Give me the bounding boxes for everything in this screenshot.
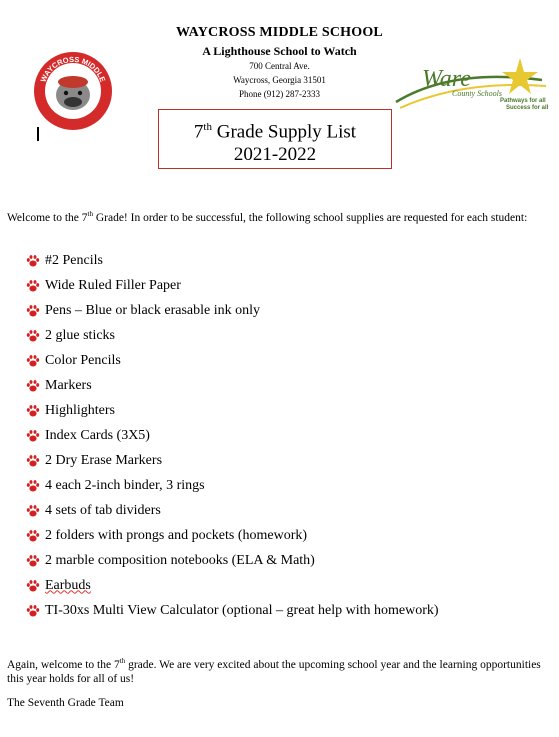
closing-paragraph <box>7 654 552 686</box>
address-line-2: Waycross, Georgia 31501 <box>233 75 326 85</box>
supply-item-label: TI-30xs Multi View Calculator (optional – great help with homework) <box>45 602 439 618</box>
paw-print-icon <box>26 279 40 293</box>
logo-brand: Ware <box>422 66 471 92</box>
supply-item-label: #2 Pencils <box>45 252 103 268</box>
phone-line: Phone (912) 287-2333 <box>239 89 320 99</box>
supply-item <box>0 523 439 548</box>
supply-item-label: 2 glue sticks <box>45 327 115 343</box>
paw-print-icon <box>26 529 40 543</box>
supply-item <box>0 323 439 348</box>
supply-item-label: 2 Dry Erase Markers <box>45 452 163 468</box>
supply-item <box>0 448 439 473</box>
title-text: Grade Supply List <box>211 121 357 143</box>
supply-item-label: Earbuds <box>45 577 91 593</box>
paw-print-icon <box>26 329 40 343</box>
paw-print-icon <box>26 429 40 443</box>
supply-item-label: 4 each 2-inch binder, 3 rings <box>45 477 205 493</box>
paw-print-icon <box>26 554 40 568</box>
supply-item <box>0 498 439 523</box>
paw-print-icon <box>26 304 40 318</box>
supply-item-label: 2 folders with prongs and pockets (homework) <box>45 527 308 543</box>
supply-item <box>0 298 439 323</box>
paw-print-icon <box>26 354 40 368</box>
supply-item <box>0 273 439 298</box>
supply-item-label: 4 sets of tab dividers <box>45 502 161 518</box>
paw-print-icon <box>26 454 40 468</box>
logo-sub: County Schools <box>452 89 502 98</box>
supply-item <box>0 573 439 598</box>
supply-item <box>0 548 439 573</box>
ware-county-logo <box>392 50 552 116</box>
closing-part-2: grade. We are very excited about the upcoming school year and the learning opportunities this year holds for all of us! <box>7 658 541 685</box>
supply-item <box>0 423 439 448</box>
logo-slogan-2: Success for all <box>506 105 549 111</box>
bulldog-logo <box>32 50 114 132</box>
logo-slogan-1: Pathways for all <box>500 98 546 104</box>
supply-item-label: Highlighters <box>45 402 115 418</box>
closing-part-1: Again, welcome to the 7 <box>7 658 120 671</box>
supply-item-label: 2 marble composition notebooks (ELA & Math) <box>45 552 315 568</box>
supply-item-label: Markers <box>45 377 92 393</box>
title-box <box>158 109 392 169</box>
grade-number: 7 <box>193 121 204 143</box>
paw-print-icon <box>26 379 40 393</box>
paw-print-icon <box>26 579 40 593</box>
supply-item-label: Pens – Blue or black erasable ink only <box>45 302 261 318</box>
school-tagline: A Lighthouse School to Watch <box>202 44 357 58</box>
intro-sup: th <box>87 210 93 218</box>
paw-print-icon <box>26 404 40 418</box>
supply-item <box>0 398 439 423</box>
paw-print-icon <box>26 254 40 268</box>
closing-sup: th <box>119 657 126 665</box>
supply-item <box>0 348 439 373</box>
school-name: WAYCROSS MIDDLE SCHOOL <box>176 25 383 40</box>
text-cursor <box>37 127 39 141</box>
logo-ring-text: WAYCROSS MIDDLE <box>38 54 108 84</box>
paw-print-icon <box>26 604 40 618</box>
supply-item-label: Index Cards (3X5) <box>45 427 150 443</box>
supply-item <box>0 248 439 273</box>
paw-print-icon <box>26 479 40 493</box>
address-line-1: 700 Central Ave. <box>249 61 310 71</box>
supply-item-label: Wide Ruled Filler Paper <box>45 277 181 293</box>
school-year: 2021-2022 <box>233 144 317 166</box>
grade-suffix: th <box>203 121 212 133</box>
welcome-paragraph <box>7 207 552 225</box>
supply-item <box>0 598 439 623</box>
supply-list <box>0 248 439 623</box>
supply-item-label: Color Pencils <box>45 352 121 368</box>
signoff: The Seventh Grade Team <box>7 697 124 709</box>
title-line-1 <box>159 116 391 143</box>
intro-part-2: Grade! In order to be successful, the following school supplies are requested for each student: <box>92 211 528 224</box>
paw-print-icon <box>26 504 40 518</box>
supply-item <box>0 373 439 398</box>
intro-part-1: Welcome to the 7 <box>7 211 88 224</box>
supply-item <box>0 473 439 498</box>
